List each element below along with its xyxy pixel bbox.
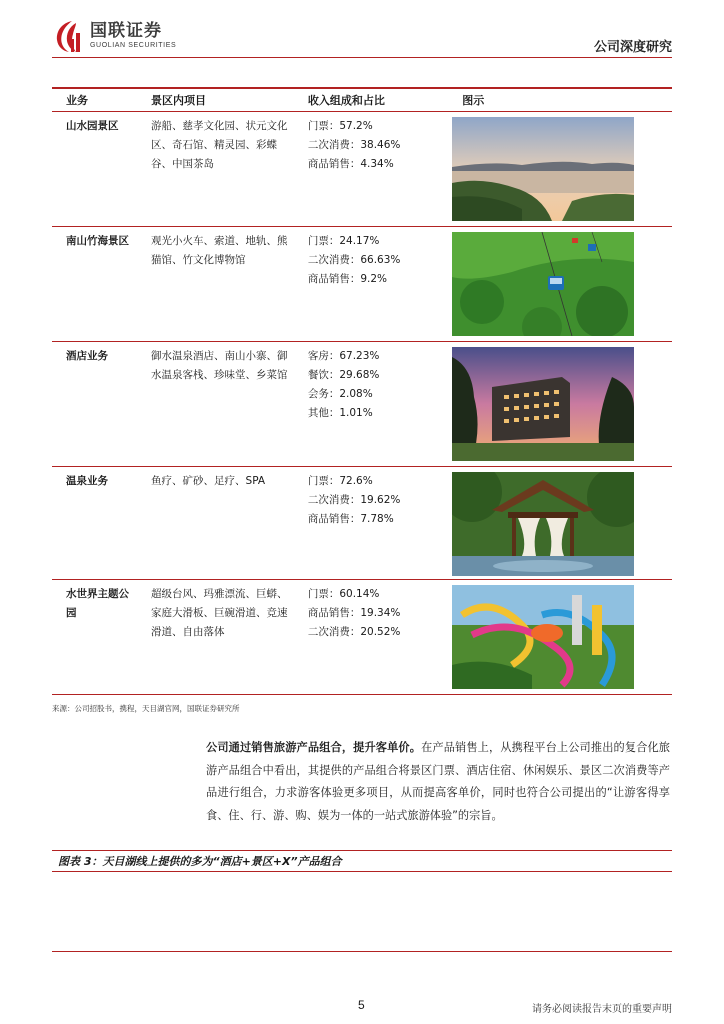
scenic-projects: 御水温泉酒店、南山小寨、御水温泉客栈、珍味堂、乡菜馆	[137, 342, 294, 467]
revenue-breakdown	[294, 227, 448, 342]
logo-english-name: GUOLIAN SECURITIES	[90, 42, 177, 49]
table-header-row	[52, 88, 672, 112]
paragraph-body: 在产品销售上，从携程平台上公司推出的复合化旅游产品组合中看出，其提供的产品组合将景区门票、酒店住宿、休闲娱乐、景区二次消费等产品进行组合，力求游客体验更多项目，从而提高客单价，同时也符合公司提出的“让游客得享食、住、行、游、购、娱为一体的一站式旅游体验”的宗旨。	[206, 741, 670, 822]
business-name: 山水园景区	[52, 112, 137, 227]
revenue-item: 商品销售：9.2%	[307, 273, 388, 285]
revenue-item: 门票：60.14%	[307, 588, 380, 600]
revenue-item: 会务：2.08%	[307, 388, 373, 400]
figure-title: 图表 3：天目湖线上提供的多为“酒店+景区+X”产品组合	[52, 850, 672, 872]
hot-spring-pavilion-image	[452, 472, 634, 576]
column-header: 图示	[448, 88, 672, 112]
report-type-label: 公司深度研究	[593, 40, 672, 55]
revenue-item: 客房：67.23%	[307, 350, 380, 362]
revenue-breakdown	[294, 580, 448, 695]
business-name: 水世界主题公园	[52, 580, 137, 695]
body-paragraph	[206, 737, 670, 827]
scenic-projects: 鱼疗、矿砂、足疗、SPA	[137, 467, 294, 580]
revenue-item: 二次消费：38.46%	[307, 139, 401, 151]
scenic-projects: 观光小火车、索道、地轨、熊猫馆、竹文化博物馆	[137, 227, 294, 342]
water-park-slides-image	[452, 585, 634, 689]
paragraph-lead: 公司通过销售旅游产品组合，提升客单价。	[206, 741, 422, 754]
footer-disclaimer: 请务必阅读报告末页的重要声明	[532, 1004, 672, 1015]
hotel-sunset-image	[452, 347, 634, 461]
page-number: 5	[358, 998, 365, 1012]
revenue-item: 二次消费：20.52%	[307, 626, 401, 638]
revenue-item: 商品销售：4.34%	[307, 158, 394, 170]
header-divider	[52, 57, 672, 58]
table-row	[52, 342, 672, 467]
lake-landscape-image	[452, 117, 634, 221]
scenic-projects: 游船、慈孝文化园、状元文化区、奇石馆、精灵园、彩蝶谷、中国茶岛	[137, 112, 294, 227]
revenue-breakdown	[294, 112, 448, 227]
business-table	[52, 87, 672, 695]
business-name: 酒店业务	[52, 342, 137, 467]
company-logo	[54, 19, 176, 53]
table-source-note: 来源：公司招股书，携程，天目湖官网，国联证券研究所	[52, 704, 240, 713]
revenue-item: 其他：1.01%	[307, 407, 373, 419]
revenue-item: 二次消费：19.62%	[307, 494, 401, 506]
footer-divider	[52, 951, 672, 952]
bamboo-cable-car-image	[452, 232, 634, 336]
column-header: 收入组成和占比	[294, 88, 448, 112]
revenue-breakdown	[294, 342, 448, 467]
revenue-item: 商品销售：7.78%	[307, 513, 394, 525]
revenue-item: 门票：72.6%	[307, 475, 373, 487]
revenue-item: 门票：24.17%	[307, 235, 380, 247]
table-row	[52, 227, 672, 342]
table-row	[52, 112, 672, 227]
revenue-breakdown	[294, 467, 448, 580]
revenue-item: 商品销售：19.34%	[307, 607, 401, 619]
table-row	[52, 467, 672, 580]
revenue-item: 餐饮：29.68%	[307, 369, 380, 381]
logo-mark-icon	[54, 19, 84, 53]
revenue-item: 二次消费：66.63%	[307, 254, 401, 266]
revenue-item: 门票：57.2%	[307, 120, 373, 132]
column-header: 景区内项目	[137, 88, 294, 112]
business-name: 南山竹海景区	[52, 227, 137, 342]
business-name: 温泉业务	[52, 467, 137, 580]
logo-chinese-name: 国联证券	[90, 21, 162, 41]
table-row	[52, 580, 672, 695]
scenic-projects: 超级台风、玛雅漂流、巨蟒、家庭大滑板、巨碗滑道、竞速滑道、自由落体	[137, 580, 294, 695]
column-header: 业务	[52, 88, 137, 112]
